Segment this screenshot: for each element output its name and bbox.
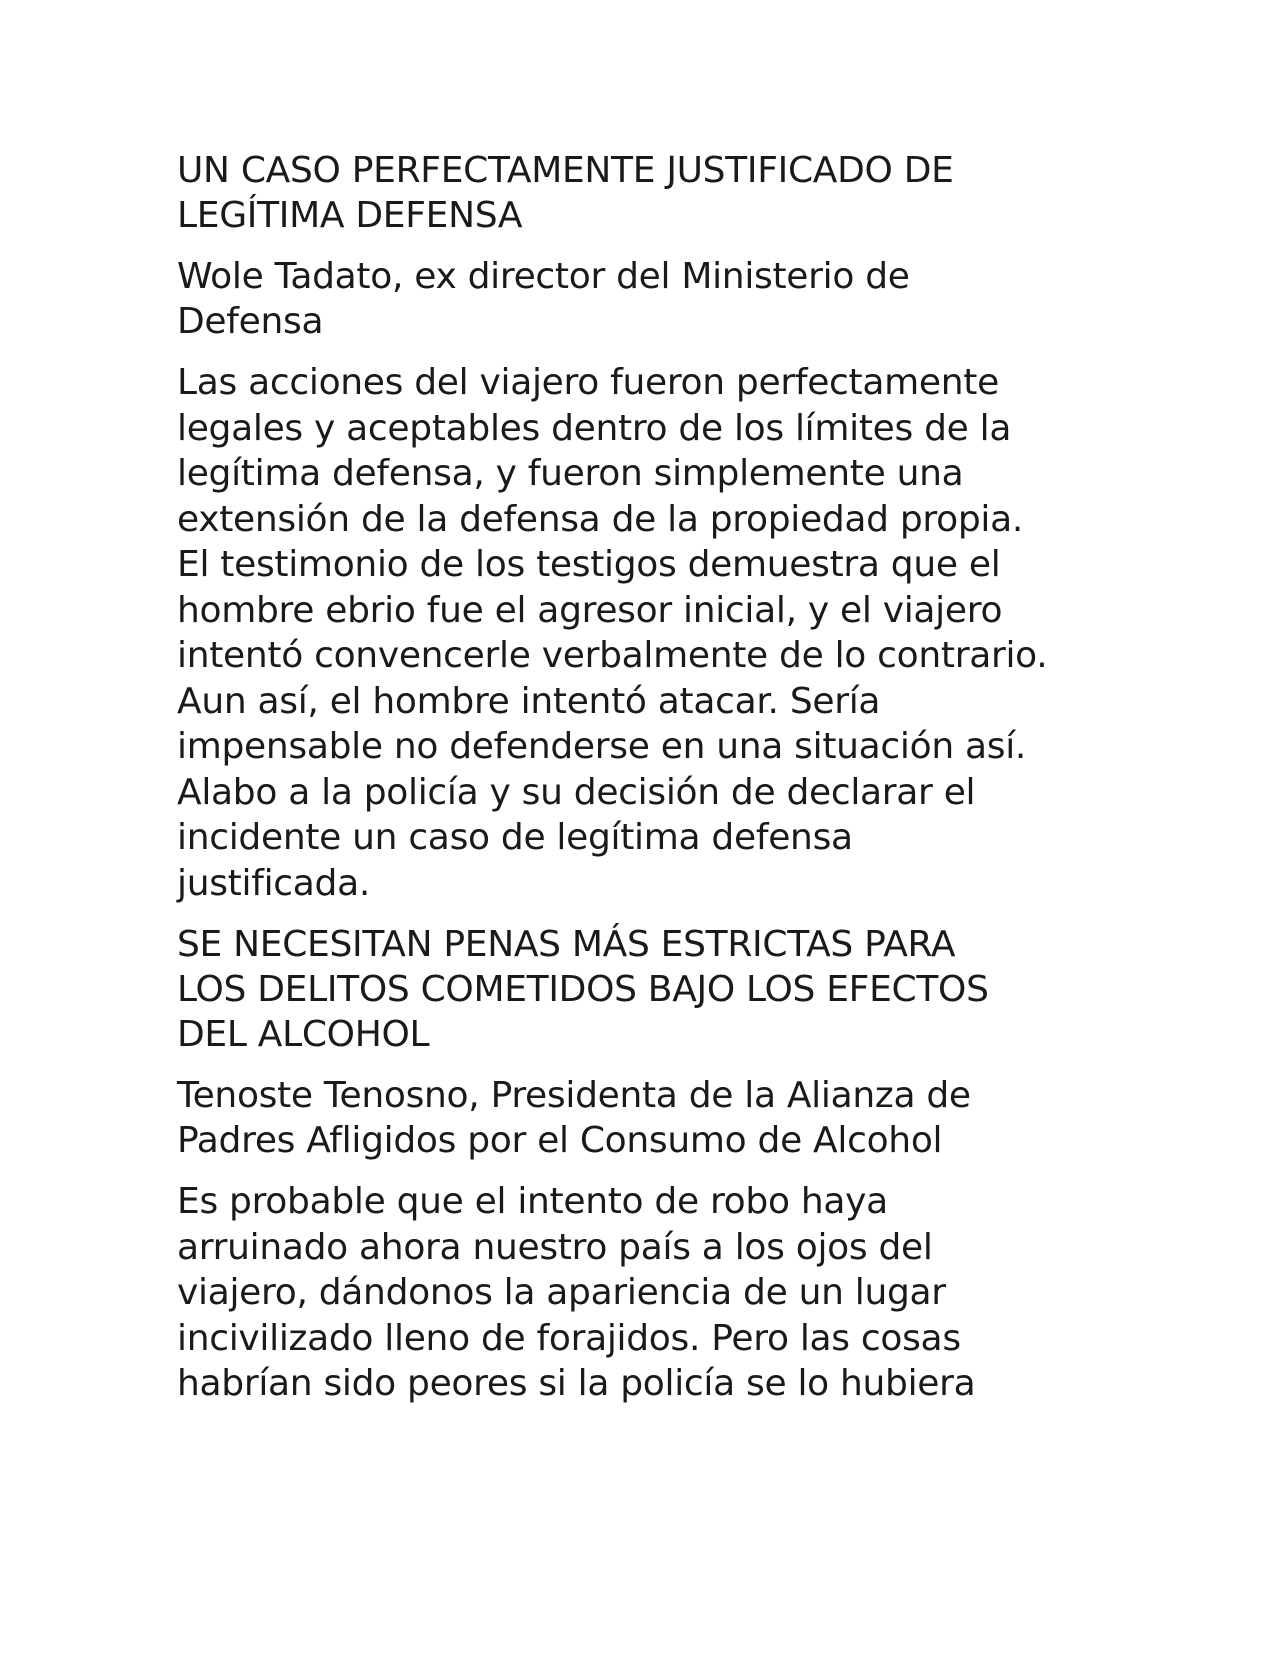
body-line: justificada. <box>177 862 370 904</box>
body-line: legítima defensa, y fueron simplemente una <box>177 453 964 494</box>
body-line: habrían sido peores si la policía se lo hubiera <box>177 1363 976 1404</box>
byline-line: Tenoste Tenosno, Presidenta de la Alianza de <box>177 1075 971 1116</box>
body-line: Las acciones del viajero fueron perfectamente <box>177 362 999 403</box>
body-line: hombre ebrio fue el agresor inicial, y el viajero <box>177 589 1003 631</box>
body-line: Es probable que el intento de robo haya <box>177 1181 888 1222</box>
article-1-headline <box>177 148 1117 238</box>
headline-line: DEL ALCOHOL <box>177 1014 430 1055</box>
article-1-body <box>177 360 1117 906</box>
body-line: viajero, dándonos la apariencia de un lugar <box>177 1272 946 1313</box>
headline-line: UN CASO PERFECTAMENTE JUSTIFICADO DE <box>177 150 954 191</box>
headline-line: LOS DELITOS COMETIDOS BAJO LOS EFECTOS <box>177 969 989 1010</box>
headline-line: LEGÍTIMA DEFENSA <box>177 195 523 236</box>
headline-line: SE NECESITAN PENAS MÁS ESTRICTAS PARA <box>177 924 956 965</box>
body-line: Aun así, el hombre intentó atacar. Sería <box>177 680 881 722</box>
article-2-body <box>177 1179 1117 1407</box>
byline-line: Defensa <box>177 301 324 342</box>
article-2-byline <box>177 1073 1117 1163</box>
body-line: incivilizado lleno de forajidos. Pero las cosas <box>177 1317 961 1359</box>
article-1-byline <box>177 254 1117 344</box>
body-line: impensable no defenderse en una situación así. <box>177 726 1027 767</box>
body-line: extensión de la defensa de la propiedad propia. <box>177 498 1023 540</box>
article-2-headline <box>177 922 1117 1057</box>
document-page <box>177 148 1117 1423</box>
body-line: arruinado ahora nuestro país a los ojos del <box>177 1226 933 1268</box>
body-line: incidente un caso de legítima defensa <box>177 817 853 858</box>
body-line: El testimonio de los testigos demuestra que el <box>177 544 1001 585</box>
body-line: intentó convencerle verbalmente de lo contrario. <box>177 635 1048 676</box>
body-line: legales y aceptables dentro de los límites de la <box>177 407 1012 449</box>
body-line: Alabo a la policía y su decisión de declarar el <box>177 771 976 813</box>
byline-line: Wole Tadato, ex director del Ministerio de <box>177 256 910 297</box>
byline-line: Padres Afligidos por el Consumo de Alcohol <box>177 1120 943 1161</box>
